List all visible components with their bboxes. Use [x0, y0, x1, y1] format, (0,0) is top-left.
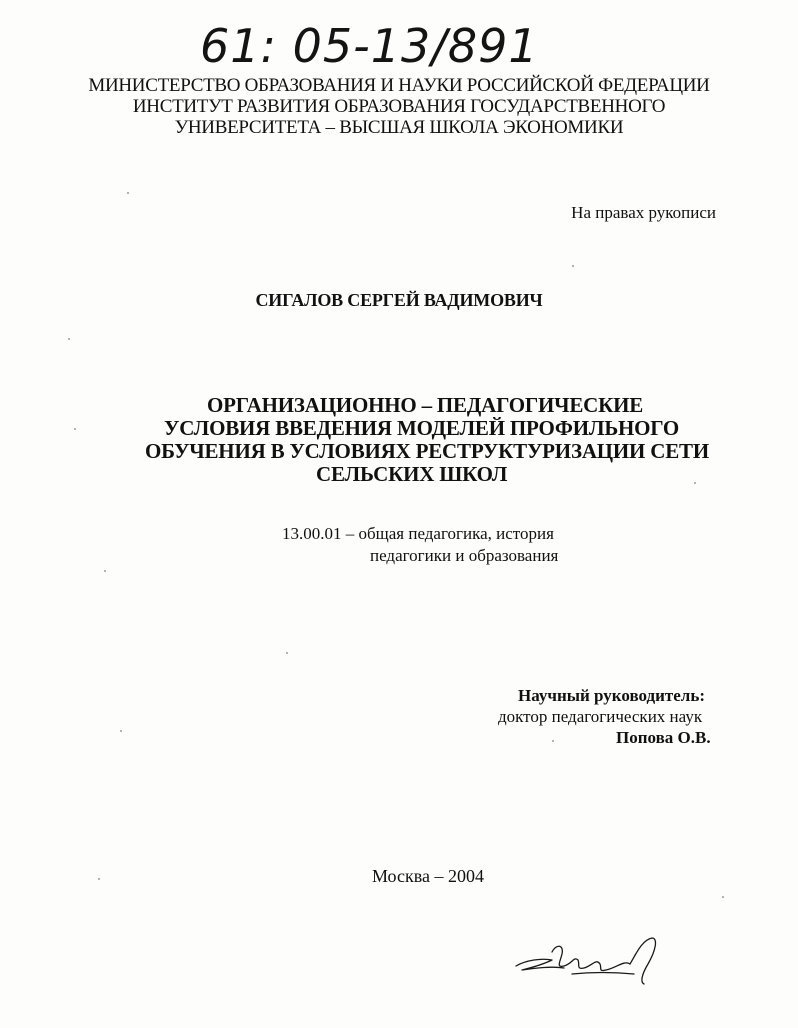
scan-speck	[120, 730, 122, 732]
author-name: СИГАЛОВ СЕРГЕЙ ВАДИМОВИЧ	[255, 290, 543, 310]
scan-speck	[552, 740, 554, 742]
scan-speck	[127, 192, 129, 194]
supervisor-label: Научный руководитель:	[518, 686, 705, 705]
title-line-3: ОБУЧЕНИЯ В УСЛОВИЯХ РЕСТРУКТУРИЗАЦИИ СЕТИ	[145, 439, 709, 463]
title-line-4: СЕЛЬСКИХ ШКОЛ	[316, 462, 508, 486]
scan-speck	[74, 428, 76, 430]
scan-speck	[722, 896, 724, 898]
university-line: УНИВЕРСИТЕТА – ВЫСШАЯ ШКОЛА ЭКОНОМИКИ	[174, 117, 624, 138]
scan-speck	[694, 482, 696, 484]
scan-speck	[98, 878, 100, 880]
scan-speck	[572, 265, 574, 267]
city-year: Москва – 2004	[372, 866, 484, 886]
institute-line: ИНСТИТУТ РАЗВИТИЯ ОБРАЗОВАНИЯ ГОСУДАРСТВЕННОГО	[132, 96, 666, 117]
ministry-line: МИНИСТЕРСТВО ОБРАЗОВАНИЯ И НАУКИ РОССИЙСКОЙ ФЕДЕРАЦИИ	[88, 75, 710, 96]
supervisor-name: Попова О.В.	[616, 728, 711, 747]
title-line-1: ОРГАНИЗАЦИОННО – ПЕДАГОГИЧЕСКИЕ	[207, 393, 644, 417]
scan-speck	[68, 338, 70, 340]
scan-speck	[104, 570, 106, 572]
scan-speck	[286, 652, 288, 654]
supervisor-degree: доктор педагогических наук	[498, 707, 703, 726]
archive-stamp	[198, 6, 539, 78]
manuscript-rights-note: На правах рукописи	[571, 203, 716, 222]
author-signature	[512, 930, 672, 990]
specialty-line-2: педагогики и образования	[370, 546, 559, 565]
title-line-2: УСЛОВИЯ ВВЕДЕНИЯ МОДЕЛЕЙ ПРОФИЛЬНОГО	[164, 416, 680, 440]
specialty-line-1: 13.00.01 – общая педагогика, история	[282, 524, 554, 543]
archive-stamp-text: 61: 05-13/891	[200, 19, 539, 73]
